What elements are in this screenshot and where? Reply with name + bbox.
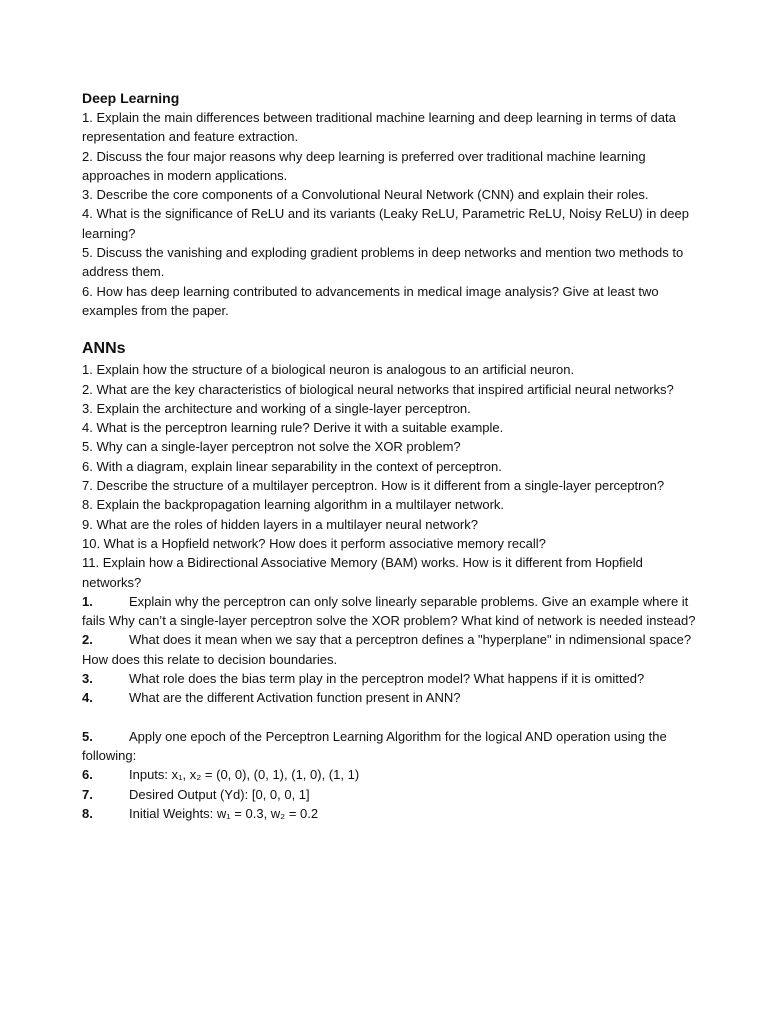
- dl-question: 2. Discuss the four major reasons why deep learning is preferred over traditional machine learning approaches in modern applications.: [82, 148, 646, 183]
- numbered-question: [82, 592, 702, 631]
- ann-question: 3. Explain the architecture and working of a single-layer perceptron.: [82, 400, 471, 416]
- dl-question: 6. How has deep learning contributed to advancements in medical image analysis? Give at least two examples from the paper.: [82, 283, 659, 318]
- question-number: 4.: [82, 690, 93, 706]
- ann-question: 10. What is a Hopfield network? How does it perform associative memory recall?: [82, 535, 546, 551]
- dl-question: 5. Discuss the vanishing and exploding gradient problems in deep networks and mention two methods to address them.: [82, 245, 684, 280]
- numbered-question-list-2: [82, 727, 702, 823]
- numbered-question: [82, 804, 702, 823]
- question-number: 5.: [82, 728, 93, 744]
- dl-question: 4. What is the significance of ReLU and its variants (Leaky ReLU, Parametric ReLU, Noisy ReLU) in deep learning?: [82, 206, 689, 241]
- numbered-question: [82, 785, 702, 804]
- numbered-question-list-1: [82, 592, 702, 708]
- ann-question: 8. Explain the backpropagation learning algorithm in a multilayer network.: [82, 497, 505, 513]
- document-page: [82, 88, 702, 823]
- numbered-question: [82, 688, 702, 707]
- question-number: 7.: [82, 786, 93, 802]
- question-number: 2.: [82, 632, 93, 648]
- question-text: What does it mean when we say that a perceptron defines a "hyperplane" in ndimensional space? How does this relate to decision boundaries.: [82, 632, 692, 667]
- ann-question-list: [82, 360, 702, 592]
- question-number: 1.: [82, 593, 93, 609]
- section-title-deep-learning: Deep Learning: [82, 90, 180, 106]
- ann-question: 11. Explain how a Bidirectional Associative Memory (BAM) works. How is it different from Hopfield networks?: [82, 555, 643, 590]
- dl-question: 3. Describe the core components of a Convolutional Neural Network (CNN) and explain their roles.: [82, 187, 649, 203]
- question-number: 8.: [82, 805, 93, 821]
- ann-question: 6. With a diagram, explain linear separability in the context of perceptron.: [82, 458, 502, 474]
- question-text: What role does the bias term play in the perceptron model? What happens if it is omitted?: [129, 671, 645, 687]
- numbered-question: [82, 765, 702, 784]
- question-text: Desired Output (Yd): [0, 0, 0, 1]: [129, 786, 310, 802]
- question-number: 3.: [82, 671, 93, 687]
- ann-question: 9. What are the roles of hidden layers in a multilayer neural network?: [82, 516, 478, 532]
- blank-line: [82, 708, 702, 727]
- numbered-question: [82, 630, 702, 669]
- numbered-question: [82, 727, 702, 766]
- question-text: Apply one epoch of the Perceptron Learning Algorithm for the logical AND operation using the following:: [82, 728, 667, 763]
- ann-question: 2. What are the key characteristics of biological neural networks that inspired artificial neural networks?: [82, 381, 674, 397]
- ann-question: 1. Explain how the structure of a biological neuron is analogous to an artificial neuron.: [82, 362, 575, 378]
- section-title-anns: ANNs: [82, 340, 126, 358]
- ann-question: 4. What is the perceptron learning rule? Derive it with a suitable example.: [82, 420, 504, 436]
- ann-question: 5. Why can a single-layer perceptron not solve the XOR problem?: [82, 439, 461, 455]
- question-text: What are the different Activation function present in ANN?: [129, 690, 461, 706]
- question-text: Inputs: x₁, x₂ = (0, 0), (0, 1), (1, 0), (1, 1): [129, 767, 360, 783]
- ann-question: 7. Describe the structure of a multilayer perceptron. How is it different from a single-layer perceptron?: [82, 478, 665, 494]
- question-text: Explain why the perceptron can only solve linearly separable problems. Give an example where it fails Why can’t a single-layer perceptron solve the XOR problem? What kind of network is needed instead?: [82, 593, 696, 629]
- question-number: 6.: [82, 767, 93, 783]
- numbered-question: [82, 669, 702, 688]
- dl-question: 1. Explain the main differences between traditional machine learning and deep learning in terms of data representation and feature extraction.: [82, 110, 676, 145]
- deep-learning-question-list: [82, 108, 702, 320]
- question-text: Initial Weights: w₁ = 0.3, w₂ = 0.2: [129, 805, 319, 821]
